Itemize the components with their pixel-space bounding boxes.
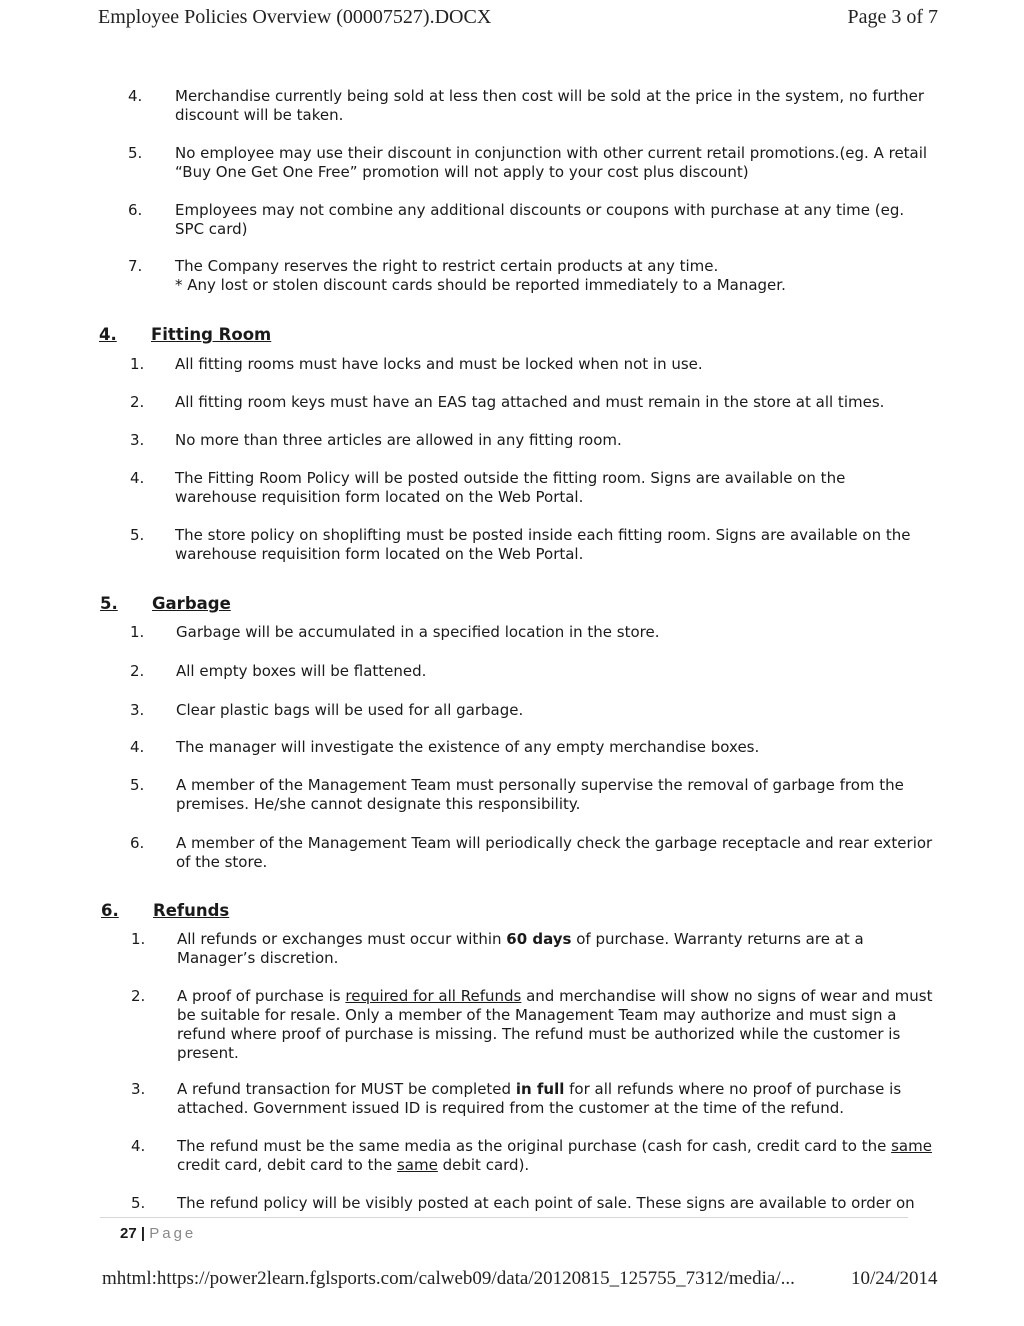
- item-number: 5.: [130, 776, 145, 794]
- item-text: Merchandise currently being sold at less then cost will be sold at the price in the system, no further discount will be taken.: [175, 87, 925, 124]
- item-text: [177, 1137, 932, 1175]
- item-text: [177, 987, 933, 1063]
- underlined-text: required for all Refunds: [345, 987, 522, 1005]
- text-run: The refund must be the same media as the original purchase (cash for cash, credit card to the: [177, 1137, 892, 1155]
- bold-text: in full: [515, 1080, 565, 1098]
- item-number: 5.: [128, 144, 143, 162]
- item-text: The Fitting Room Policy will be posted outside the fitting room. Signs are available on the warehouse requisition form located on the Web Portal.: [175, 469, 846, 506]
- page-number-value: 27: [120, 1225, 137, 1242]
- footer-divider: [100, 1217, 908, 1218]
- item-number: 3.: [130, 701, 145, 719]
- bold-text: 60 days: [506, 930, 572, 948]
- item-text: [177, 930, 864, 968]
- section-title: Refunds: [153, 901, 230, 920]
- item-number: 1.: [130, 355, 145, 373]
- item-number: 5.: [130, 526, 145, 544]
- item-number: 6.: [130, 834, 145, 852]
- underlined-text: same: [891, 1137, 932, 1155]
- item-number: 4.: [128, 87, 143, 105]
- document-title: Employee Policies Overview (00007527).DOCX: [98, 6, 492, 28]
- underlined-text: same: [396, 1156, 438, 1174]
- item-text: All empty boxes will be flattened.: [176, 662, 427, 680]
- page-word: Page: [149, 1225, 197, 1242]
- text-run: All refunds or exchanges must occur within: [177, 930, 507, 948]
- item-text: A member of the Management Team must personally supervise the removal of garbage from the premises. He/she cannot designate this responsibility.: [176, 776, 904, 813]
- text-run: debit card).: [437, 1156, 530, 1174]
- item-text: Garbage will be accumulated in a specified location in the store.: [176, 623, 660, 641]
- text-run: credit card, debit card to the: [177, 1156, 393, 1174]
- item-number: 7.: [128, 257, 143, 275]
- item-number: 3.: [130, 431, 145, 449]
- item-number: 1.: [130, 623, 145, 641]
- item-text: No more than three articles are allowed in any fitting room.: [175, 431, 622, 449]
- section-title: Fitting Room: [151, 325, 272, 344]
- item-text: All fitting room keys must have an EAS tag attached and must remain in the store at all times.: [175, 393, 885, 411]
- item-number: 3.: [131, 1080, 146, 1098]
- item-text: Clear plastic bags will be used for all garbage.: [176, 701, 524, 719]
- text-run: for all refunds where no proof of purchase is attached. Government issued ID is required from the customer at the time of the refund.: [177, 1080, 902, 1117]
- item-text: The refund policy will be visibly posted at each point of sale. These signs are available to order on: [177, 1194, 915, 1212]
- item-number: 2.: [130, 393, 145, 411]
- text-run: A refund transaction for MUST be completed: [177, 1080, 516, 1098]
- text-run: and merchandise will show no signs of wear and must be suitable for resale. Only a member of the Management Team may authorize and must sign a refund where proof of purchase is missing. The refund must be authorized while the customer is present.: [177, 987, 933, 1062]
- page-indicator: Page 3 of 7: [847, 6, 938, 28]
- item-text: Employees may not combine any additional discounts or coupons with purchase at any time (eg. SPC card): [175, 201, 905, 238]
- item-number: 2.: [131, 987, 146, 1005]
- page-number-separator: |: [140, 1225, 146, 1242]
- item-text: The manager will investigate the existence of any empty merchandise boxes.: [176, 738, 760, 756]
- section-number: 5.: [100, 594, 118, 613]
- page-number: [120, 1225, 196, 1242]
- section-title: Garbage: [152, 594, 231, 613]
- item-number: 4.: [130, 469, 145, 487]
- item-text: The store policy on shoplifting must be posted inside each fitting room. Signs are available on the warehouse requisition form located on the Web Portal.: [175, 526, 911, 563]
- source-url: mhtml:https://power2learn.fglsports.com/calweb09/data/20120815_125755_7312/media/...: [102, 1268, 795, 1289]
- item-number: 4.: [131, 1137, 146, 1155]
- section-number: 6.: [101, 901, 119, 920]
- item-number: 2.: [130, 662, 145, 680]
- item-number: 6.: [128, 201, 143, 219]
- item-text: All fitting rooms must have locks and must be locked when not in use.: [175, 355, 703, 373]
- item-text: No employee may use their discount in conjunction with other current retail promotions.(eg. A retail “Buy One Get One Free” promotion will not apply to your cost plus discount): [175, 144, 928, 181]
- item-number: 1.: [131, 930, 146, 948]
- text-run: of purchase. Warranty returns are at a Manager’s discretion.: [177, 930, 864, 967]
- item-text: The Company reserves the right to restrict certain products at any time. * Any lost or stolen discount cards should be reported immediately to a Manager.: [175, 257, 786, 294]
- text-run: A proof of purchase is: [177, 987, 346, 1005]
- item-number: 4.: [130, 738, 145, 756]
- print-date: 10/24/2014: [851, 1268, 938, 1289]
- item-number: 5.: [131, 1194, 146, 1212]
- section-number: 4.: [99, 325, 117, 344]
- item-text: A member of the Management Team will periodically check the garbage receptacle and rear exterior of the store.: [176, 834, 933, 871]
- item-text: [177, 1080, 901, 1118]
